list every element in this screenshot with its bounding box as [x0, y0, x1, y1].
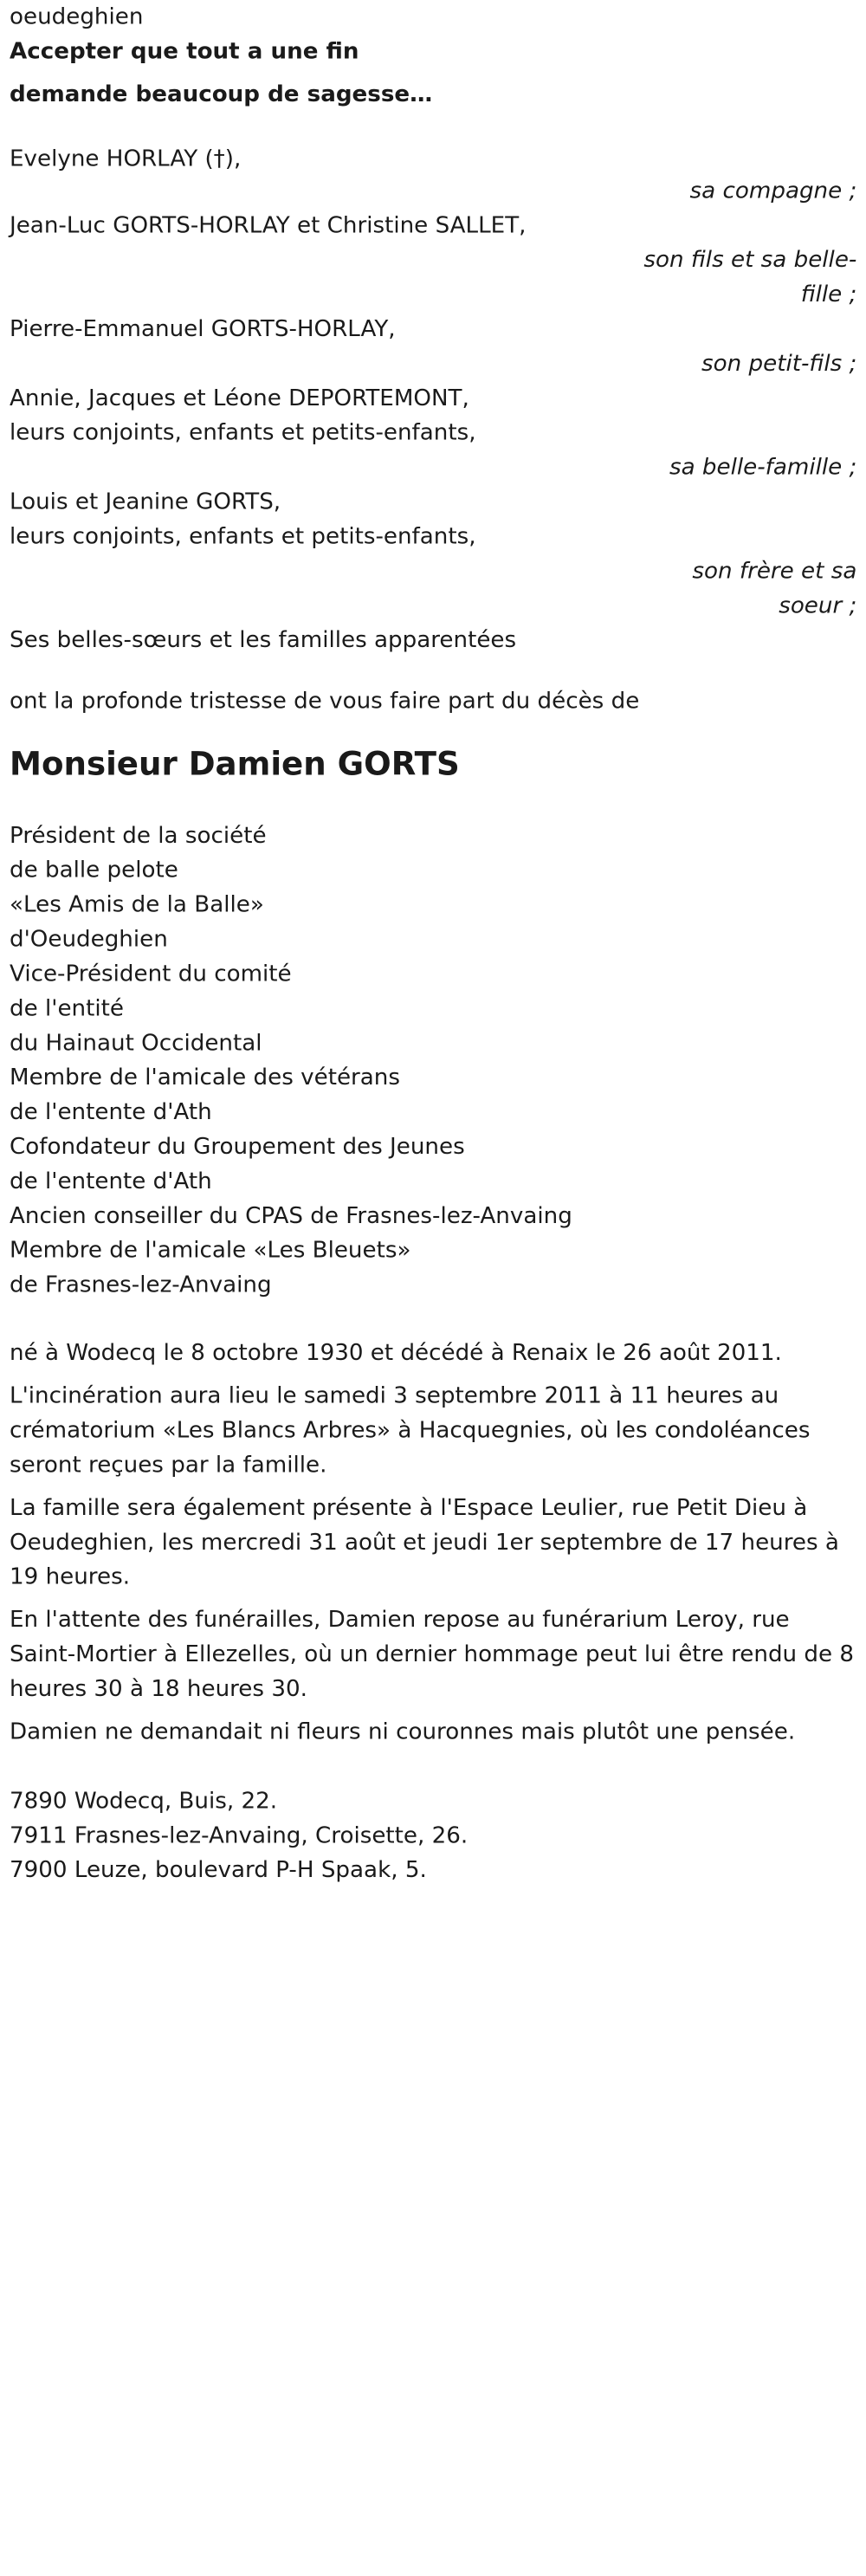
family-names: leurs conjoints, enfants et petits-enfants, — [10, 419, 476, 446]
address-line: 7911 Frasnes-lez-Anvaing, Croisette, 26. — [10, 1822, 469, 1849]
title-line: Membre de l'amicale des vétérans — [10, 1064, 400, 1091]
family-role: son frère et sa soeur ; — [692, 557, 857, 619]
announcement: ont la profonde tristesse de vous faire part du décès de — [10, 687, 640, 715]
address-line: 7900 Leuze, boulevard P-H Spaak, 5. — [10, 1856, 427, 1884]
title-line: de l'entité — [10, 994, 124, 1022]
family-entry — [10, 209, 856, 313]
title-line: Cofondateur du Groupement des Jeunes — [10, 1133, 465, 1160]
quote-line: Accepter que tout a une fin — [10, 38, 359, 65]
title-line: de Frasnes-lez-Anvaing — [10, 1272, 272, 1298]
family-role: sa compagne ; — [689, 178, 857, 204]
family-role: son petit-fils ; — [701, 350, 857, 377]
family-entry — [10, 381, 856, 485]
funerarium-paragraph: En l'attente des funérailles, Damien repose au funérarium Leroy, rue Saint-Mortier à Ellezelles, où un dernier hommage peut lui être rendu de 8 heures 30 à 18 heures 30. — [10, 1606, 855, 1702]
family-names: Louis et Jeanine GORTS, — [10, 489, 281, 515]
deceased-name: Monsieur Damien GORTS — [10, 746, 460, 784]
family-names: Pierre-Emmanuel GORTS-HORLAY, — [10, 315, 396, 342]
flowers-paragraph: Damien ne demandait ni fleurs ni couronnes mais plutôt une pensée. — [10, 1718, 796, 1745]
birth-death-paragraph: né à Wodecq le 8 octobre 1930 et décédé à Renaix le 26 août 2011. — [10, 1339, 782, 1366]
quote-line: demande beaucoup de sagesse… — [10, 81, 433, 107]
family-names: Annie, Jacques et Léone DEPORTEMONT, — [10, 385, 469, 411]
family-entry — [10, 485, 856, 624]
quote-block — [10, 35, 856, 112]
title-line: de l'entente d'Ath — [10, 1098, 212, 1125]
cremation-paragraph: L'incinération aura lieu le samedi 3 septembre 2011 à 11 heures au crématorium «Les Blancs Arbres» à Hacquegnies, où les condoléances seront reçues par la famille. — [10, 1382, 811, 1479]
family-names: leurs conjoints, enfants et petits-enfants, — [10, 523, 476, 550]
addresses-list — [10, 1784, 856, 1888]
titles-list — [10, 819, 856, 1303]
relatives-line: Ses belles-sœurs et les familles apparentées — [10, 626, 517, 654]
title-line: d'Oeudeghien — [10, 926, 168, 953]
title-line: de l'entente d'Ath — [10, 1168, 212, 1194]
family-role: sa belle-famille ; — [669, 454, 857, 481]
address-line: 7890 Wodecq, Buis, 22. — [10, 1788, 278, 1815]
village-name: oeudeghien — [10, 3, 144, 30]
title-line: de balle pelote — [10, 857, 178, 883]
family-names: Jean-Luc GORTS-HORLAY et Christine SALLET, — [10, 211, 527, 239]
family-role: son fils et sa belle-fille ; — [643, 246, 857, 308]
title-line: du Hainaut Occidental — [10, 1029, 262, 1057]
family-entry — [10, 313, 856, 382]
family-presence-paragraph: La famille sera également présente à l'Espace Leulier, rue Petit Dieu à Oeudeghien, les mercredi 31 août et jeudi 1er septembre de 17 heures à 19 heures. — [10, 1494, 839, 1590]
family-entry — [10, 142, 856, 209]
title-line: «Les Amis de la Balle» — [10, 891, 264, 918]
family-names: Evelyne HORLAY (†), — [10, 145, 242, 172]
title-line: Vice-Président du comité — [10, 961, 292, 987]
title-line: Président de la société — [10, 822, 267, 849]
title-line: Membre de l'amicale «Les Bleuets» — [10, 1237, 411, 1264]
title-line: Ancien conseiller du CPAS de Frasnes-lez-Anvaing — [10, 1202, 572, 1229]
